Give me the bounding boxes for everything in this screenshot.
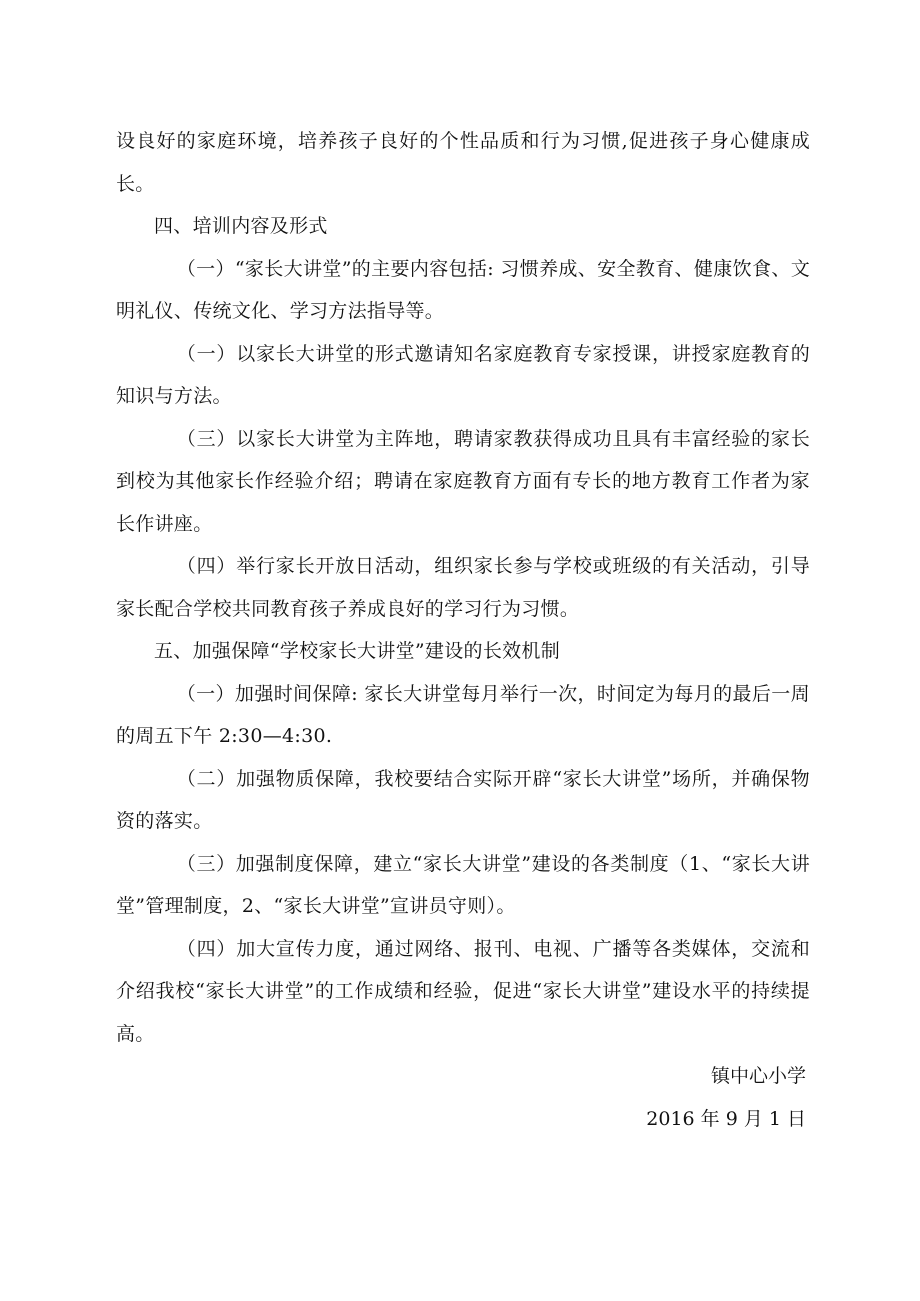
- section-heading-guarantee: 五、加强保障“学校家长大讲堂”建设的长效机制: [154, 640, 561, 662]
- document-body: [116, 120, 810, 1140]
- paragraph-continuation: 设良好的家庭环境，培养孩子良好的个性品质和行为习惯,促进孩子身心健康成长。: [116, 130, 810, 195]
- paragraph-open-day: （四）举行家长开放日活动，组织家长参与学校或班级的有关活动，引导家长配合学校共同教育孩子养成良好的学习行为习惯。: [116, 555, 810, 620]
- paragraph-main-content: （一）“家长大讲堂”的主要内容包括: 习惯养成、安全教育、健康饮食、文明礼仪、传统文化、学习方法指导等。: [116, 257, 810, 322]
- paragraph-expert-lectures: （一）以家长大讲堂的形式邀请知名家庭教育专家授课，讲授家庭教育的知识与方法。: [116, 342, 810, 407]
- section-heading-training-content: 四、培训内容及形式: [154, 215, 328, 237]
- paragraph-material-guarantee: （二）加强物质保障，我校要结合实际开辟“家长大讲堂”场所，并确保物资的落实。: [116, 767, 810, 832]
- signature-date: 2016 年 9 月 1 日: [646, 1107, 806, 1130]
- signature-organization: 镇中心小学: [710, 1065, 806, 1087]
- paragraph-publicity: （四）加大宣传力度，通过网络、报刊、电视、广播等各类媒体，交流和介绍我校“家长大讲堂”的工作成绩和经验，促进“家长大讲堂”建设水平的持续提高。: [116, 937, 810, 1045]
- paragraph-time-guarantee: （一）加强时间保障: 家长大讲堂每月举行一次，时间定为每月的最后一周的周五下午 2:30—4:30.: [116, 682, 810, 747]
- paragraph-parent-experience: （三）以家长大讲堂为主阵地，聘请家教获得成功且具有丰富经验的家长到校为其他家长作经验介绍；聘请在家庭教育方面有专长的地方教育工作者为家长作讲座。: [116, 427, 810, 535]
- paragraph-system-guarantee: （三）加强制度保障，建立“家长大讲堂”建设的各类制度（1、“家长大讲堂”管理制度，2、“家长大讲堂”宣讲员守则）。: [116, 852, 810, 917]
